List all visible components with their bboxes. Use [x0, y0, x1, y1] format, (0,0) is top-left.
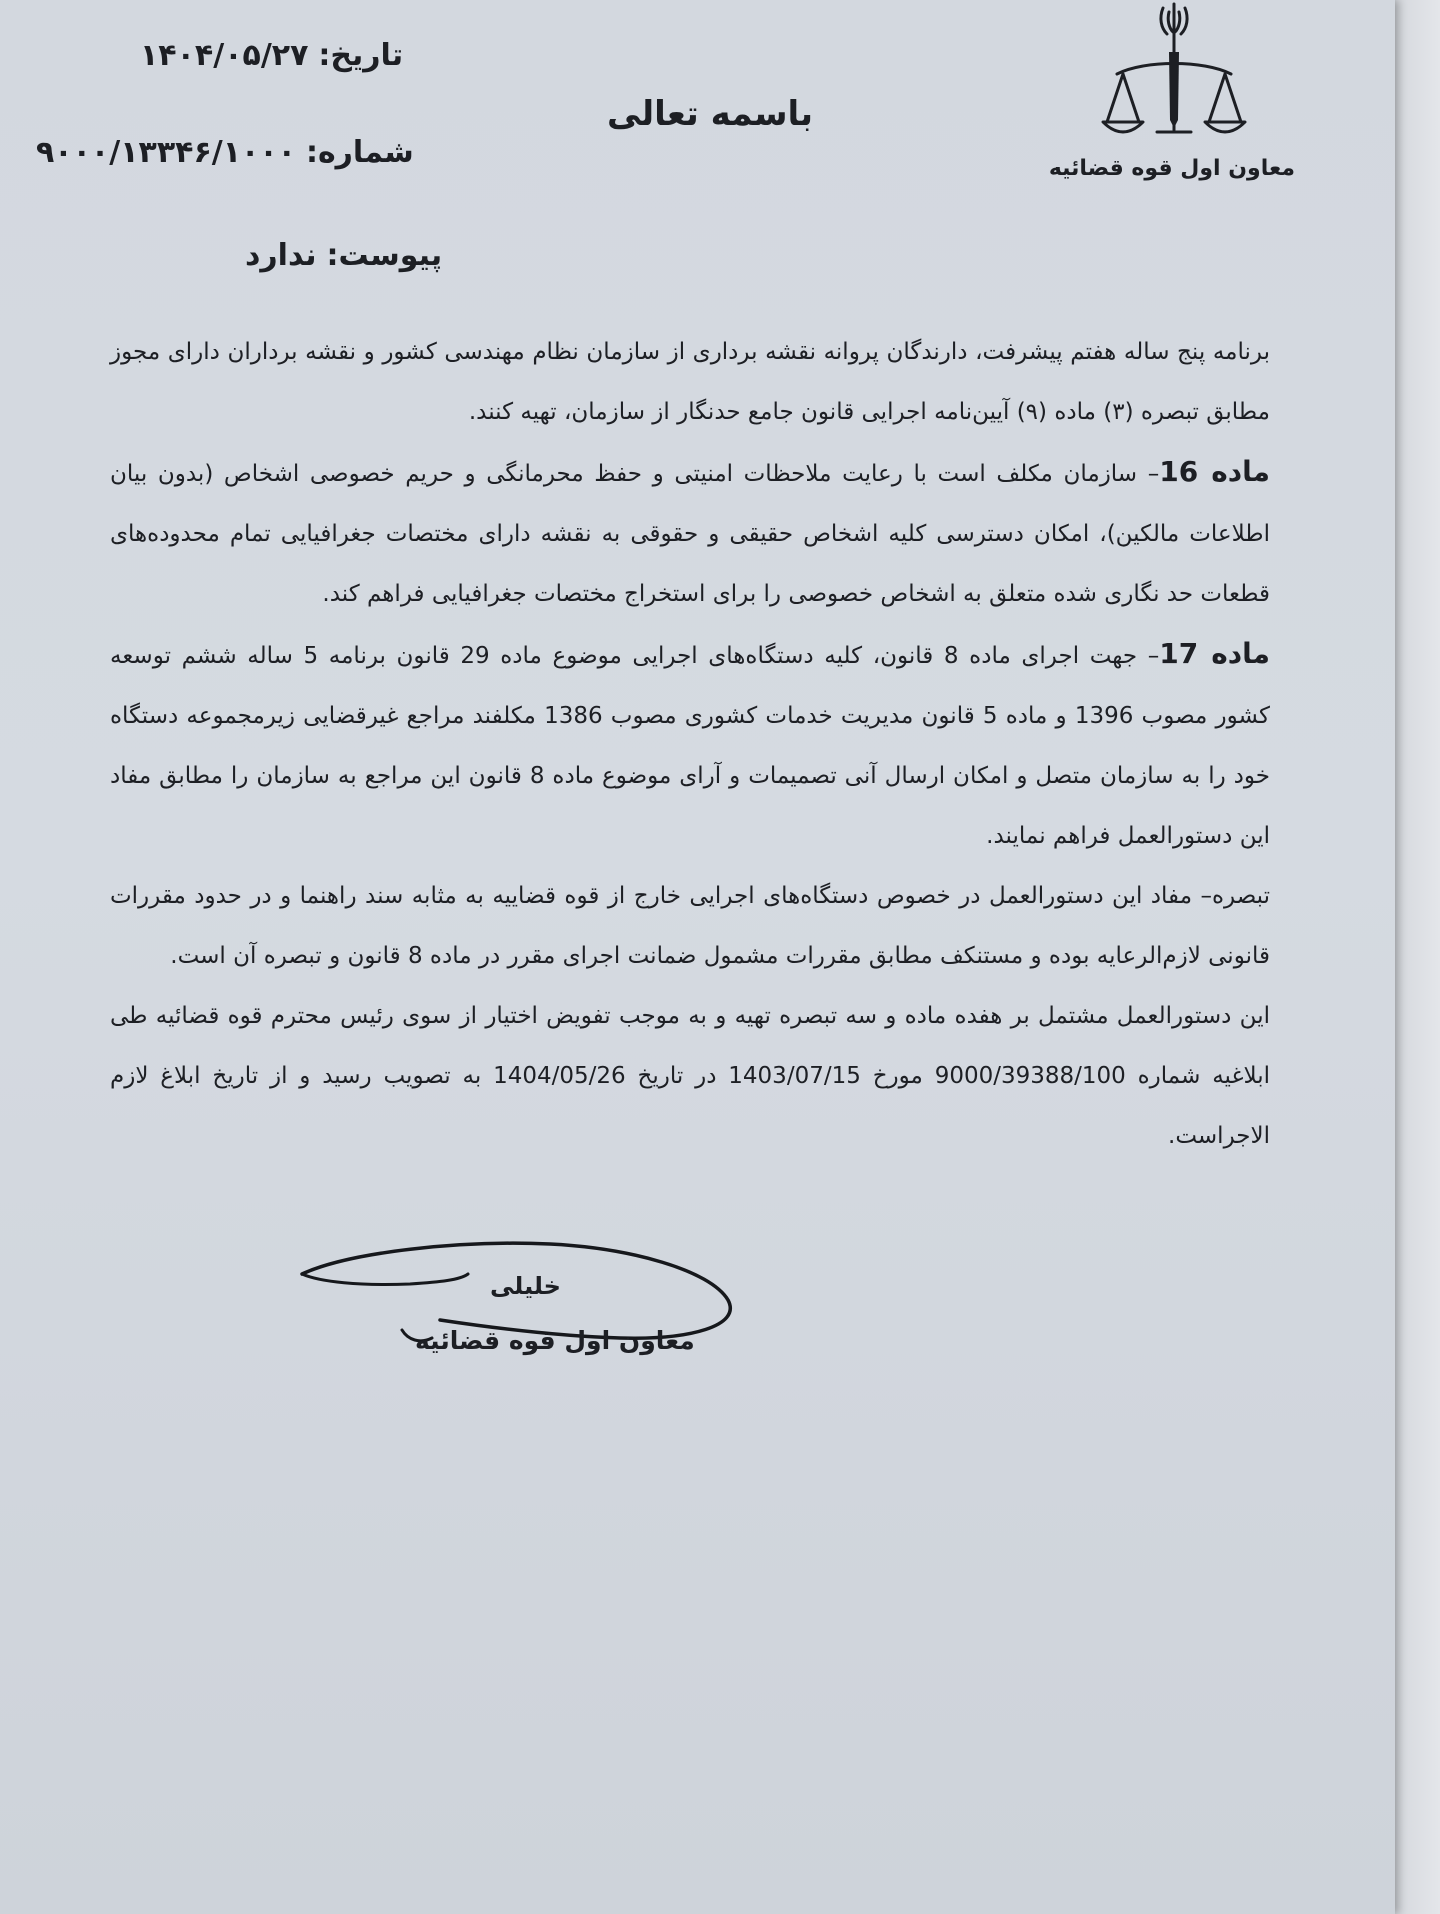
attachment-value: ندارد [245, 238, 317, 273]
attachment-label: پیوست: [326, 238, 443, 273]
issuing-office-label: معاون اول قوه قضائیه [1048, 156, 1295, 181]
letter-body [110, 322, 1270, 1166]
note-paragraph: تبصره– مفاد این دستورالعمل در خصوص دستگاه‌های اجرایی خارج از قوه قضاییه به مثابه سند راهنما و در حدود مقررات قانونی لازم‌الرعایه بوده و مستنکف مطابق مقررات مشمول ضمانت اجرای مقرر در ماده 8 قانون و تبصره آن است. [110, 883, 1270, 969]
invocation-heading: باسمه تعالی [606, 94, 814, 134]
article-16-paragraph [110, 442, 1270, 624]
article-17-text: – جهت اجرای ماده 8 قانون، کلیه دستگاه‌های اجرایی موضوع ماده 29 قانون برنامه 5 ساله ششم توسعه کشور مصوب 1396 و ماده 5 قانون مدیریت خدمات کشوری مصوب 1386 مکلفند مراجع غیرقضایی زیرمجموعه دستگاه خود را به سازمان متصل و امکان ارسال آنی تصمیمات و آرای موضوع ماده 8 قانون این مراجع به سازمان را مطابق مفاد این دستورالعمل فراهم نمایند. [110, 643, 1271, 849]
article-16-heading: ماده 16 [1159, 455, 1270, 488]
intro-paragraph: برنامه پنج ساله هفتم پیشرفت، دارندگان پروانه نقشه برداری از سازمان نظام مهندسی کشور و نقشه برداران دارای مجوز مطابق تبصره (۳) ماده (۹) آیین‌نامه اجرایی قانون جامع حدنگار از سازمان، تهیه کنند. [110, 339, 1270, 425]
signatory-title: معاون اول قوه قضائیه [415, 1326, 695, 1355]
letter-number-label: شماره: [305, 135, 414, 170]
date-label: تاریخ: [318, 38, 404, 73]
judiciary-scales-emblem [1099, 0, 1249, 150]
letter-number-value: ۹۰۰۰/۱۳۳۴۶/۱۰۰۰ [36, 135, 296, 170]
article-17-heading: ماده 17 [1159, 637, 1270, 670]
date-value: ۱۴۰۴/۰۵/۲۷ [140, 38, 309, 73]
date-row [140, 38, 403, 73]
article-16-text: – سازمان مکلف است با رعایت ملاحظات امنیتی و حفظ محرمانگی و حریم خصوصی اشخاص (بدون بیان اطلاعات مالکین)، امکان دسترسی کلیه اشخاص حقیقی و حقوقی به نقشه دارای مختصات جغرافیایی تمام محدوده‌های قطعات حد نگاری شده متعلق به اشخاص خصوصی را برای استخراج مختصات جغرافیایی فراهم کند. [110, 461, 1270, 607]
attachment-row [245, 238, 442, 273]
article-17-paragraph [110, 624, 1270, 866]
signatory-name: خلیلی [490, 1272, 561, 1300]
closing-paragraph: این دستورالعمل مشتمل بر هفده ماده و سه تبصره تهیه و به موجب تفویض اختیار از سوی رئیس محترم قوه قضائیه طی ابلاغیه شماره 9000/39388/100 مورخ 1403/07/15 در تاریخ 1404/05/26 به تصویب رسید و از تاریخ ابلاغ لازم الاجراست. [110, 1003, 1271, 1149]
letter-number-row [36, 135, 414, 170]
